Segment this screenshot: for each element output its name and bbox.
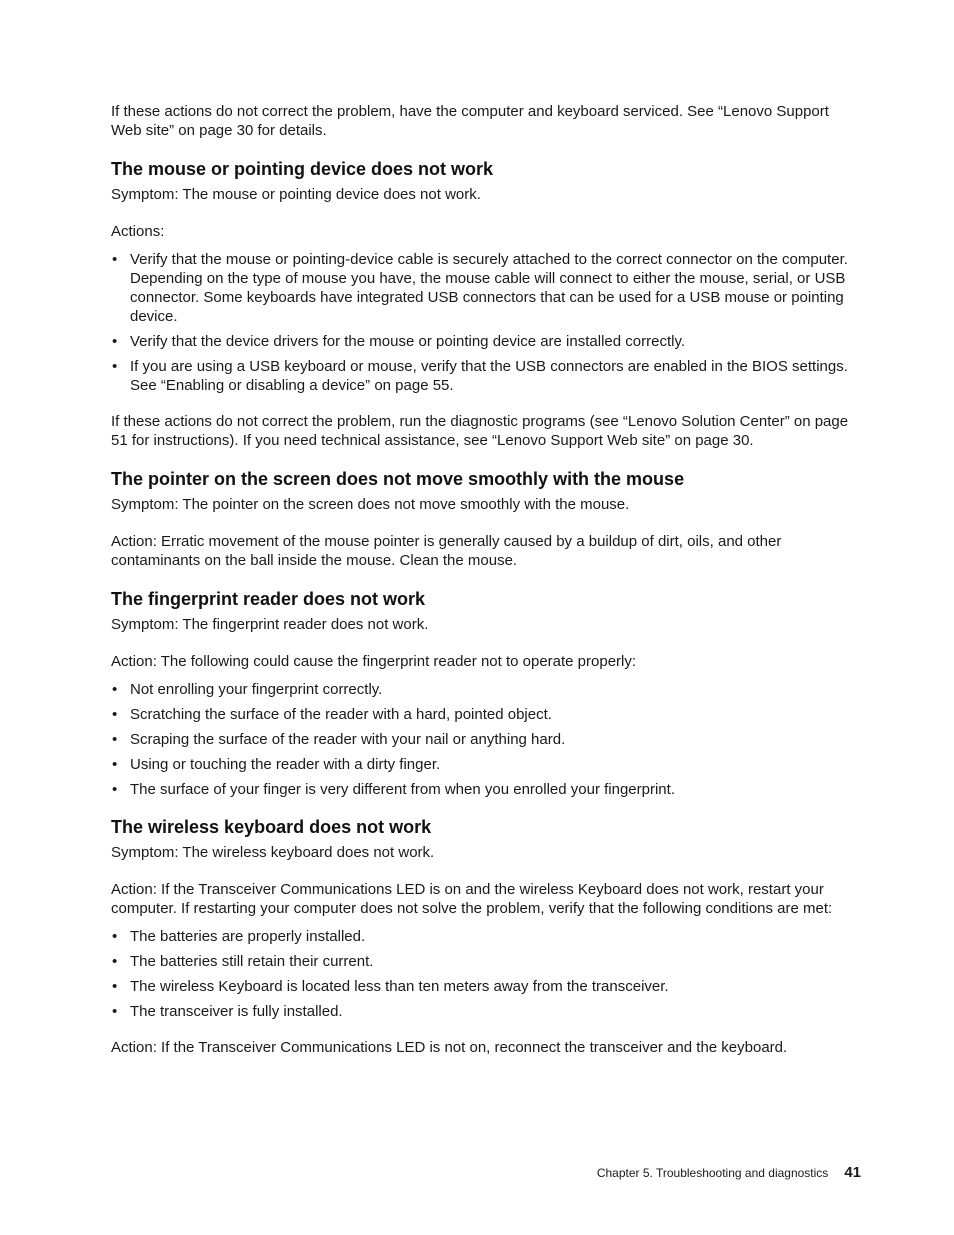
list-item: • The transceiver is fully installed. xyxy=(112,1003,343,1020)
section-fingerprint xyxy=(111,588,863,799)
list-item: • The batteries still retain their current. xyxy=(112,953,374,970)
list-item: • Not enrolling your fingerprint correctly. xyxy=(112,681,383,698)
bullet: • xyxy=(112,731,118,748)
list-item: • Scratching the surface of the reader with a hard, pointed object. xyxy=(112,706,552,723)
pointer-symptom: Symptom: The pointer on the screen does not move smoothly with the mouse. xyxy=(111,496,630,513)
mouse-actions-label: Actions: xyxy=(111,223,165,240)
bullet: • xyxy=(112,928,118,945)
section-heading-fingerprint: The fingerprint reader does not work xyxy=(111,589,426,609)
fingerprint-symptom: Symptom: The fingerprint reader does not work. xyxy=(111,616,429,633)
section-wireless xyxy=(111,816,863,1057)
intro-paragraph: If these actions do not correct the problem, have the computer and keyboard serviced. See “Lenovo Support Web site” on page 30 for details. xyxy=(111,103,829,139)
section-heading-wireless: The wireless keyboard does not work xyxy=(111,817,432,837)
wireless-conditions-list xyxy=(111,927,863,1021)
bullet: • xyxy=(112,756,118,773)
bullet: • xyxy=(112,706,118,723)
bullet: • xyxy=(112,978,118,995)
bullet: • xyxy=(112,358,118,375)
list-item: • If you are using a USB keyboard or mouse, verify that the USB connectors are enabled in the BIOS settings. See “Enabling or disabling a device” on page 55. xyxy=(112,358,848,394)
wireless-action-2: Action: If the Transceiver Communications LED is not on, reconnect the transceiver and the keyboard. xyxy=(111,1039,788,1056)
list-item: • Verify that the mouse or pointing-device cable is securely attached to the correct connector on the computer. Depending on the type of mouse you have, the mouse cable will connect to either the mouse, serial, or USB connector. Some keyboards have integrated USB connectors that can be used for a USB mouse or pointing device. xyxy=(112,251,848,325)
list-item: • The batteries are properly installed. xyxy=(112,928,366,945)
wireless-action: Action: If the Transceiver Communications LED is on and the wireless Keyboard does not work, restart your computer. If restarting your computer does not solve the problem, verify that the following conditions are met: xyxy=(111,881,833,917)
section-mouse xyxy=(111,158,863,450)
bullet: • xyxy=(112,781,118,798)
list-item: • The surface of your finger is very different from when you enrolled your fingerprint. xyxy=(112,781,675,798)
section-pointer xyxy=(111,468,863,570)
bullet: • xyxy=(112,953,118,970)
list-item: • The wireless Keyboard is located less than ten meters away from the transceiver. xyxy=(112,978,669,995)
mouse-actions-list xyxy=(111,250,863,395)
fingerprint-causes-list xyxy=(111,680,863,799)
bullet: • xyxy=(112,251,118,268)
wireless-symptom: Symptom: The wireless keyboard does not work. xyxy=(111,844,435,861)
pointer-action: Action: Erratic movement of the mouse pointer is generally caused by a buildup of dirt, oils, and other contaminants on the ball inside the mouse. Clean the mouse. xyxy=(111,533,782,569)
list-item: • Verify that the device drivers for the mouse or pointing device are installed correctly. xyxy=(112,333,685,350)
mouse-symptom: Symptom: The mouse or pointing device does not work. xyxy=(111,186,481,203)
list-item: • Using or touching the reader with a dirty finger. xyxy=(112,756,441,773)
footer-chapter: Chapter 5. Troubleshooting and diagnostics xyxy=(596,1166,829,1180)
section-heading-pointer: The pointer on the screen does not move smoothly with the mouse xyxy=(111,469,685,489)
bullet: • xyxy=(112,681,118,698)
section-heading-mouse: The mouse or pointing device does not work xyxy=(111,159,494,179)
page-content xyxy=(111,102,863,1075)
mouse-closing: If these actions do not correct the problem, run the diagnostic programs (see “Lenovo Solution Center” on page 51 for instructions). If you need technical assistance, see “Lenovo Support Web site” on page 30. xyxy=(111,413,849,449)
bullet: • xyxy=(112,1003,118,1020)
bullet: • xyxy=(112,333,118,350)
page-footer xyxy=(597,1163,861,1183)
fingerprint-action: Action: The following could cause the fingerprint reader not to operate properly: xyxy=(111,653,637,670)
list-item: • Scraping the surface of the reader with your nail or anything hard. xyxy=(112,731,566,748)
page-number: 41 xyxy=(844,1164,861,1181)
